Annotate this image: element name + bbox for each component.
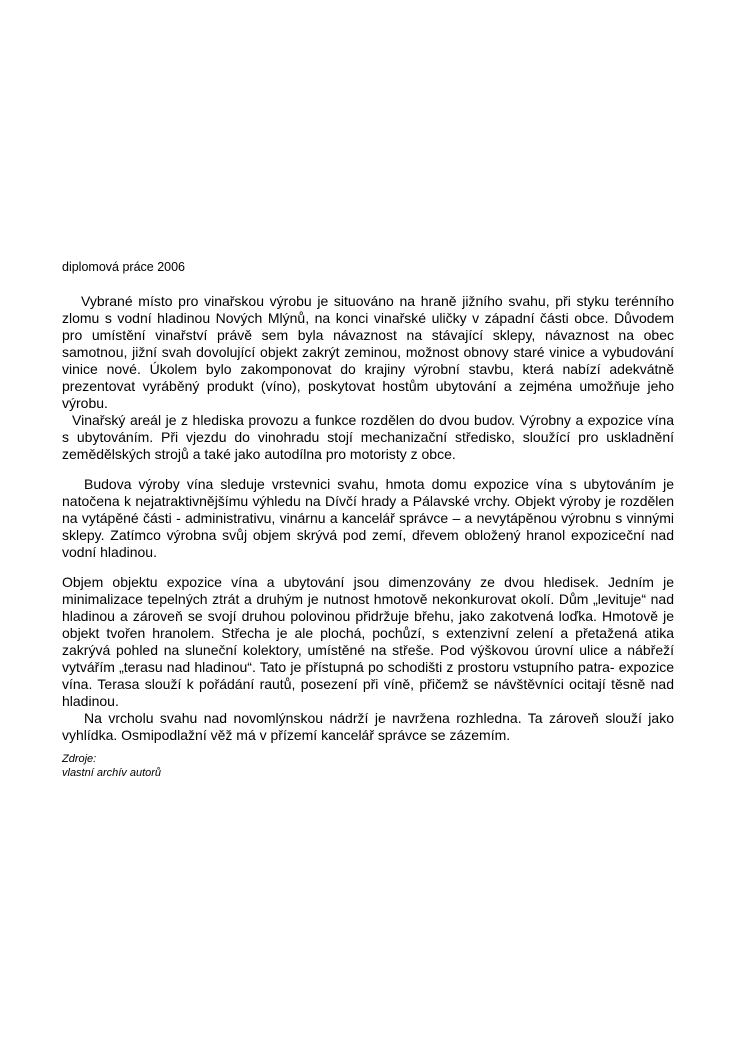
paragraph-exposition-volume: Objem objektu expozice vína a ubytování jsou dimenzovány ze dvou hledisek. Jedním je minimalizace tepelných ztrát a druhým je nutnost hmotově nekonkurovat okolí. Dům „levituje“ nad hladinou a zároveň se svojí druhou polovinou přidržuje břehu, jako zakotvená loďka. Hmotově je objekt tvořen hranolem. Střecha je ale plochá, pochůzí, s extenzivní zelení a přetažená atika zakrývá pohled na sluneční kolektory, umístěné na střeše. Pod výškovou úrovní ulice a nábřeží vytvářím „terasu nad hladinou“. Tato je přístupná po schodišti z prostoru vstupního patra- expozice vína. Terasa slouží k pořádání rautů, posezení při víně, přičemž se návštěvníci ocitají těsně nad hladinou. [62,574,674,709]
paragraph-production-building: Budova výroby vína sleduje vrstevnici svahu, hmota domu expozice vína s ubytováním je natočena k nejatraktivnějšímu výhledu na Dívčí hrady a Pálavské vrchy. Objekt výroby je rozdělen na vytápěné části - administrativu, vinárnu a kancelář správce – a nevytápěnou výrobnu s vinnými sklepy. Zatímco výrobna svůj objem skrývá pod zemí, dřevem obložený hranol expoziceční nad vodní hladinou. [62,476,674,560]
document-header: diplomová práce 2006 [62,260,185,274]
document-body [62,293,674,744]
paragraph-site-location: Vybrané místo pro vinařskou výrobu je situováno na hraně jižního svahu, při styku terénního zlomu s vodní hladinou Nových Mlýnů, na konci vinařské uličky v západní části obce. Důvodem pro umístění vinařství právě sem byla návaznost na stávající sklepy, návaznost na obec samotnou, jižní svah dovolující objekt zakrýt zeminou, možnost obnovy staré vinice a vybudování vinice nové. Úkolem bylo zakomponovat do krajiny výrobní stavbu, která nabízí adekvátně prezentovat vyráběný produkt (víno), poskytovat hostům ubytování a zejména umožňuje jeho výrobu. [62,293,674,411]
paragraph-lookout-tower: Na vrcholu svahu nad novomlýnskou nádrží je navržena rozhledna. Ta zároveň slouží jako vyhlídka. Osmipodlažní věž má v přízemí kancelář správce se zázemím. [62,710,674,743]
sources-item: vlastní archív autorů [62,767,162,779]
paragraph-winery-layout: Vinařský areál je z hlediska provozu a funkce rozdělen do dvou budov. Výrobny a expozice vína s ubytováním. Při vjezdu do vinohradu stojí mechanizační středisko, sloužící pro uskladnění zemědělských strojů a také jako autodílna pro motoristy z obce. [62,412,674,462]
sources-title: Zdroje: [62,753,97,765]
sources-section [62,752,161,780]
